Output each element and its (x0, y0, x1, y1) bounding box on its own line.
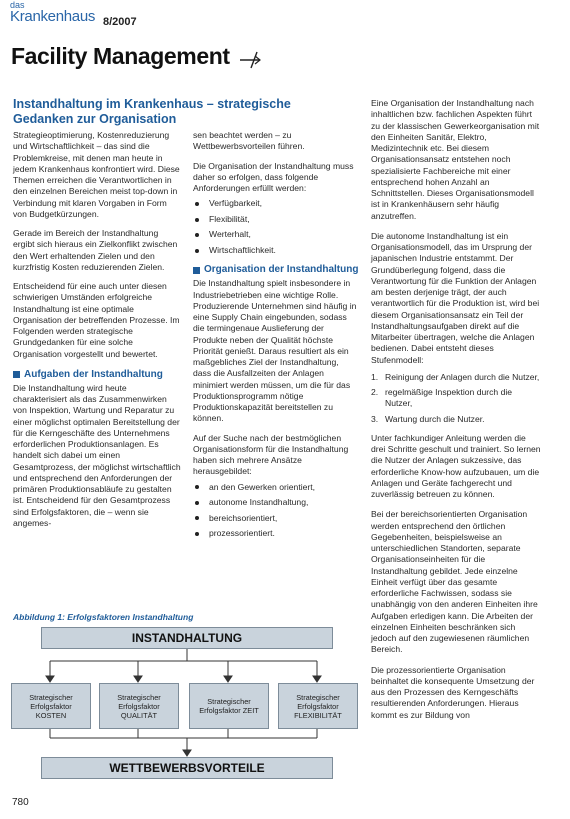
section-title: Facility Management (11, 43, 230, 69)
list-item: Verfügbarkeit, (193, 196, 359, 212)
issue-number: 8/2007 (103, 16, 137, 28)
paragraph: Bei der bereichsorientierten Organisation werden entsprechend den örtlichen Gegebenheiten, beispielsweise an unterschiedlichen Standorten, separate Organisationseinheiten für die Instandhaltung gebildet. Jede einzelne Einheit verfügt über das gesamte erforderliche Fachwissen, sodass sie unabhängig von den anderen Einheiten ihre Aufgaben erledigen kann. Die Arbeiten der einzelnen Einheiten beschränken sich jedoch auf den zugewiesenen räumlichen Bereich. (371, 509, 538, 655)
article-headline: Instandhaltung im Krankenhaus – strategische Gedanken zur Organisation (13, 97, 291, 126)
list-item: Wirtschaftlichkeit. (193, 243, 359, 259)
paragraph: Die Instandhaltung wird heute charakterisiert als das Zusammenwirken von Inspektion, Wartung und Reparatur zu einer möglichst optimalen Bereitstellung der für die Kerngeschäfte des Unternehmens erforderlichen Produktionsanlagen. Es handelt sich dabei um einen Gesamtprozess, der möglichst wirtschaftlich und entsprechend den Anforderungen der primären Produktionsabläufe zu gestalten ist. Entscheidend für den Gesamtprozess sind Erfolgsfaktoren, die – wenn sie angemes- (13, 382, 181, 528)
success-factor-box: Strategischer Erfolgsfaktor FLEXIBILITÄT (278, 683, 358, 729)
list-item: autonome Instandhaltung, (193, 495, 359, 511)
paragraph: Die autonome Instandhaltung ist ein Organisationsmodell, das im Ursprung der japanischen Industrie entstammt. Der Grundüberlegung folgend, dass die Verantwortung für die Funktion der Anlagen am besten derjenige trägt, der auch verantwortlich für die Produktion ist, wird bei diesem Organisationsansatz ein Teil der Instandhaltungsaufgaben direkt auf die Mitarbeiter übertragen, welche die Anlagen bedienen. Dabei entsteht dieses Stufenmodell: (371, 230, 540, 365)
figure-top-banner: INSTANDHALTUNG (41, 627, 333, 649)
paragraph: Die Organisation der Instandhaltung muss daher so erfolgen, dass folgende Anforderungen erfüllt werden: (193, 160, 354, 193)
paragraph: Auf der Suche nach der bestmöglichen Organisationsform für die Instandhaltung haben sich mehrere Ansätze herausgebildet: (193, 432, 349, 477)
magazine-logo-prefix: das (10, 0, 25, 10)
list-item: 1. Reinigung der Anlagen durch die Nutzer, (371, 371, 540, 382)
figure-bottom-banner: WETTBEWERBSVORTEILE (41, 757, 333, 779)
list-item: Flexibilität, (193, 212, 359, 228)
paragraph: Strategieoptimierung, Kostenreduzierung und Wirtschaftlichkeit – das sind die Problemkreise, mit denen man heute in jedem Krankenhaus konfrontiert wird. Diese Themen erreichen die Verantwortlichen in den einzelnen Bereichen meist top-down in Verbindung mit klaren Vorgaben in Form von Budgetkürzungen. (13, 130, 180, 219)
magazine-logo: Krankenhaus (10, 8, 96, 25)
list-item: 3. Wartung durch die Nutzer. (371, 413, 485, 424)
subheading: Aufgaben der Instandhaltung (13, 369, 181, 381)
list-item: an den Gewerken orientiert, (193, 480, 359, 496)
paragraph: sen beachtet werden – zu Wettbewerbsvorteilen führen. (193, 130, 305, 152)
subheading: Organisation der Instandhaltung (193, 264, 359, 276)
paragraph: Entscheidend für eine auch unter diesen schwierigen Umständen erfolgreiche Instandhaltung ist eine optimale Organisation der betreffenden Prozesse. Im Folgenden werden strategische Grundgedanken für eine solche Organisation vorgestellt und bewertet. (13, 281, 180, 359)
paragraph: Gerade im Bereich der Instandhaltung ergibt sich hieraus ein Zielkonflikt zwischen den Wert erhaltenden Zielen und den kurzfristig Kosten reduzierenden Zielen. (13, 228, 178, 272)
list-item: prozessorientiert. (193, 526, 359, 542)
list-item: Werterhalt, (193, 227, 359, 243)
page-number: 780 (12, 797, 29, 808)
paragraph: Die prozessorientierte Organisation beinhaltet die konsequente Umsetzung der aus den Prozessen des Kerngeschäfts resultierenden Anforderungen. Hieraus kommt es zur Bildung von (371, 664, 535, 720)
paragraph: Die Instandhaltung spielt insbesondere in Industriebetrieben eine wichtige Rolle. Produzierende Unternehmen sind häufig in eine Supply Chain eingebunden, sodass die termingenaue Auslieferung der Produkte neben der Qualität höchste Priorität genießt. Daraus resultiert als ein maßgebliches Ziel der Instandhaltung, dass die Ausfallzeiten der Anlagen minimiert werden müssen, um die für das Produktionsprogramm nötige Produktionskapazität bereitstellen zu können. (193, 278, 357, 424)
success-factor-box: Strategischer Erfolgsfaktor QUALITÄT (99, 683, 179, 729)
paragraph: Eine Organisation der Instandhaltung nach inhaltlichen bzw. fachlichen Aspekten führt zu der klassischen Gewerkeorganisation mit den Einheiten Sanitär, Elektro, Medizintechnik etc. Bei diesem Organisationsansatz entstehen noch spezialisierte Fachbereiche mit einer entsprechend hohen Anzahl an Schnittstellen. Dieses Organisationsmodell ist in Krankenhäusern sehr häufig anzutreffen. (371, 98, 540, 221)
success-factor-box: Strategischer Erfolgsfaktor ZEIT (189, 683, 269, 729)
list-item: bereichsorientiert, (193, 511, 359, 527)
success-factor-box: Strategischer Erfolgsfaktor KOSTEN (11, 683, 91, 729)
list-item: 2. regelmäßige Inspektion durch die Nutzer, (371, 387, 513, 409)
figure-caption: Abbildung 1: Erfolgsfaktoren Instandhaltung (13, 612, 194, 622)
paragraph: Unter fachkundiger Anleitung werden die drei Schritte geschult und trainiert. So lernen die Nutzer der Anlagen sukzessive, das erforderliche Know-how aufzubauen, um die Anlagen und Geräte fachgerecht und zuverlässig betreuen zu können. (371, 432, 541, 499)
